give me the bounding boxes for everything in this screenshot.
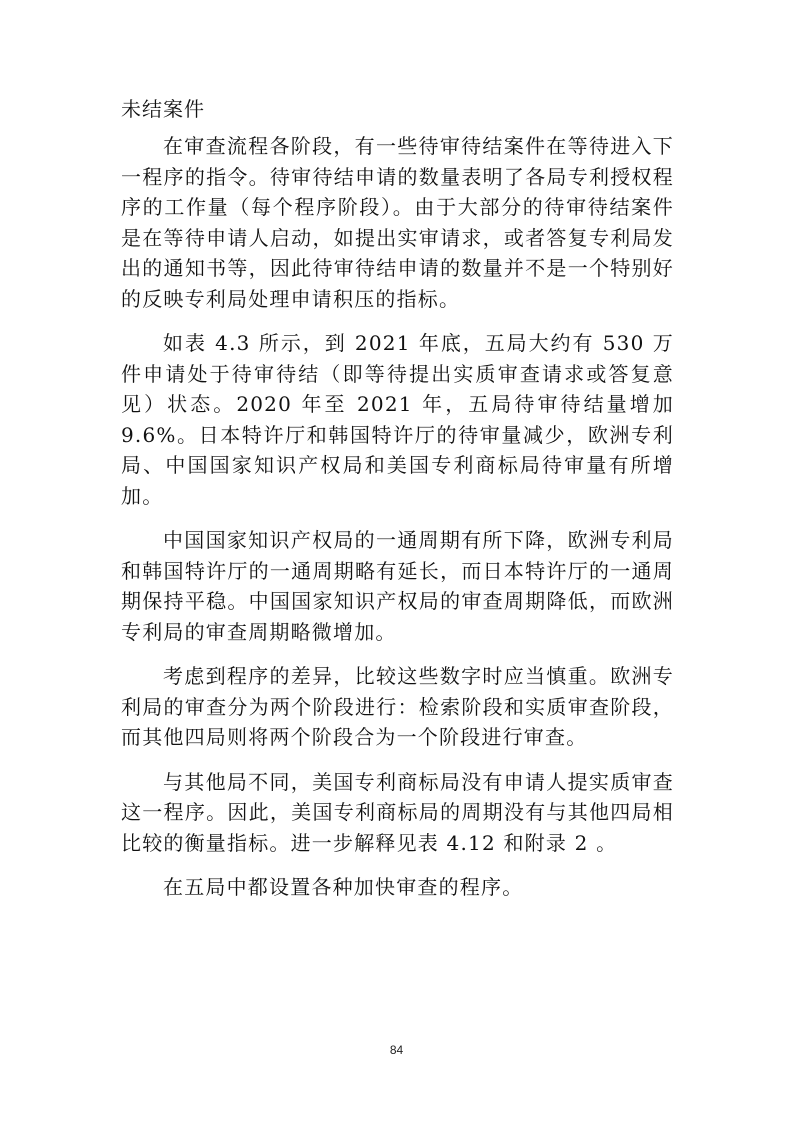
body-text — [121, 131, 674, 917]
section-heading: 未结案件 — [121, 97, 205, 121]
paragraph-pending-cases-intro: 在审查流程各阶段，有一些待审待结案件在等待进入下一程序的指令。待审待结申请的数量表明了各局专利授权程序的工作量（每个程序阶段）。由于大部分的待审待结案件是在等待申请人启动，如提出实审请求，或者答复专利局发出的通知书等，因此待审待结申请的数量并不是一个特别好的反映专利局处理申请积压的指标。 — [121, 134, 674, 311]
page-number: 84 — [389, 1043, 404, 1057]
paragraph-procedure-differences: 考虑到程序的差异，比较这些数字时应当慎重。欧洲专利局的审查分为两个阶段进行：检索阶段和实质审查阶段，而其他四局则将两个阶段合为一个阶段进行审查。 — [121, 664, 674, 749]
paragraph-first-action-period: 中国国家知识产权局的一通周期有所下降，欧洲专利局和韩国特许厅的一通周期略有延长，而日本特许厅的一通周期保持平稳。中国国家知识产权局的审查周期降低，而欧洲专利局的审查周期略微增加。 — [121, 528, 674, 644]
paragraph-uspto-note: 与其他局不同，美国专利商标局没有申请人提实质审查这一程序。因此，美国专利商标局的周期没有与其他四局相比较的衡量指标。进一步解释见表 4.12 和附录 2 。 — [121, 769, 674, 855]
paragraph-table-4-3: 如表 4.3 所示，到 2021 年底，五局大约有 530 万件申请处于待审待结（即等待提出实质审查请求或答复意见）状态。2020 年至 2021 年，五局待审待结量增加 9.6%。日本特许厅和韩国特许厅的待审量减少，欧洲专利局、中国国家知识产权局和美国专利商标局待审量有所增加。 — [121, 331, 674, 508]
paragraph-accelerated-examination: 在五局中都设置各种加快审查的程序。 — [163, 875, 524, 899]
